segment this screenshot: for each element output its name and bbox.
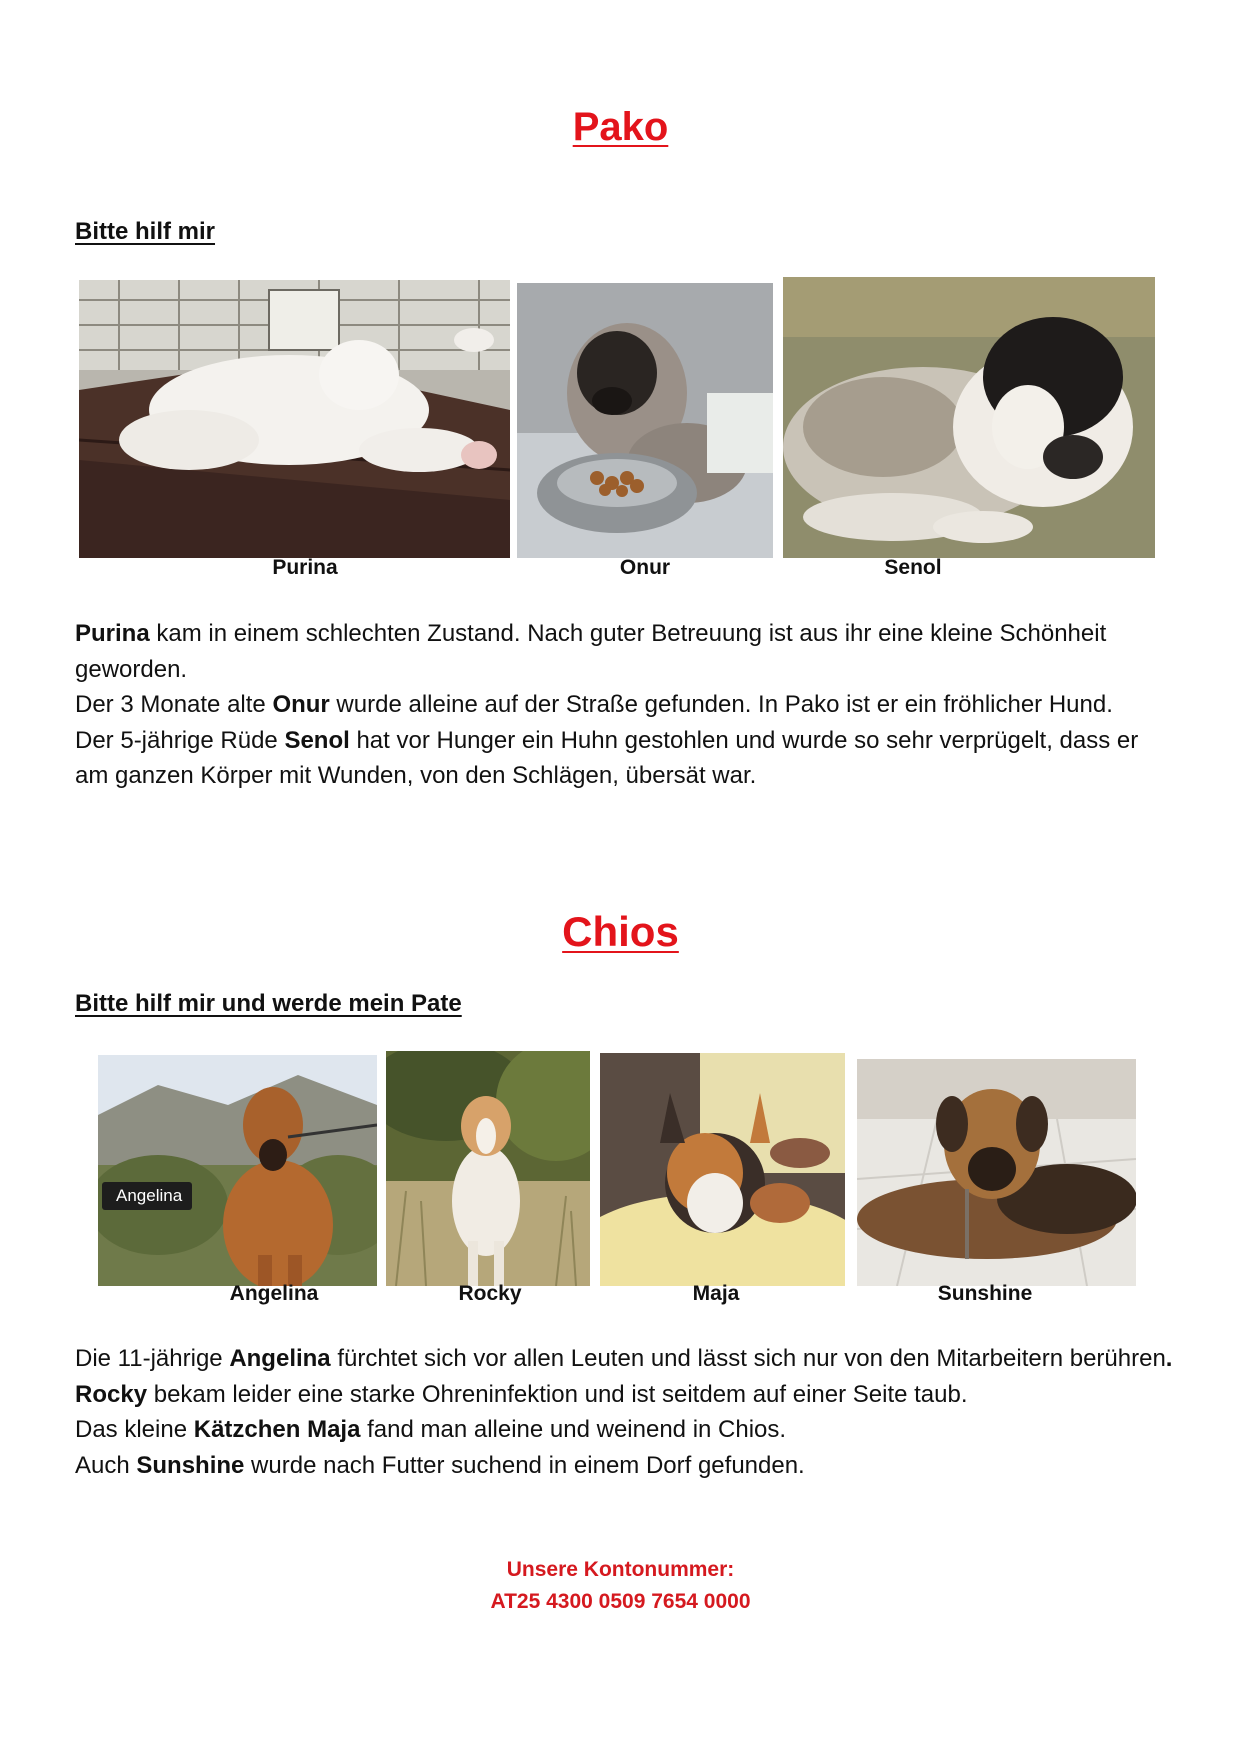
section-subtitle-chios: Bitte hilf mir und werde mein Pate: [75, 990, 462, 1017]
paragraph-purina: Purina kam in einem schlechten Zustand. Nach guter Betreuung ist aus ihr eine kleine Schönheit geworden.: [75, 620, 1107, 683]
caption-purina: Purina: [272, 556, 338, 579]
section-title-pako: Pako: [572, 105, 669, 149]
paragraph-maja: Das kleine Kätzchen Maja fand man alleine und weinend in Chios.: [75, 1416, 787, 1443]
photo-sunshine: [857, 1059, 1136, 1286]
account-iban: AT25 4300 0509 7654 0000: [490, 1590, 751, 1613]
photo-rocky: [386, 1051, 590, 1286]
photo-name-tag: Angelina: [102, 1182, 192, 1210]
account-block: [0, 1554, 1241, 1618]
caption-rocky: Rocky: [458, 1282, 522, 1305]
section-subtitle-pako: Bitte hilf mir: [75, 218, 216, 245]
section2-text: [75, 1341, 1175, 1483]
caption-angelina: Angelina: [229, 1282, 319, 1305]
paragraph-angelina: Die 11-jährige Angelina fürchtet sich vor allen Leuten und lässt sich nur von den Mitarbeitern berühren.: [75, 1345, 1173, 1372]
paragraph-sunshine: Auch Sunshine wurde nach Futter suchend in einem Dorf gefunden.: [75, 1451, 805, 1479]
caption-onur: Onur: [619, 556, 671, 579]
paragraph-rocky: Rocky bekam leider eine starke Ohreninfektion und ist seitdem auf einer Seite taub.: [75, 1380, 968, 1408]
section1-text: [75, 616, 1175, 794]
caption-maja: Maja: [692, 1282, 740, 1305]
section-title-chios: Chios: [562, 908, 679, 955]
photo-maja: [600, 1053, 845, 1286]
photo-angelina: [98, 1055, 377, 1286]
photo-onur: [517, 283, 773, 558]
paragraph-onur: Der 3 Monate alte Onur wurde alleine auf der Straße gefunden. In Pako ist er ein fröhlicher Hund.: [75, 691, 1113, 718]
caption-senol: Senol: [884, 556, 942, 579]
caption-sunshine: Sunshine: [937, 1282, 1033, 1305]
photo-purina: [79, 280, 510, 558]
paragraph-senol: Der 5-jährige Rüde Senol hat vor Hunger ein Huhn gestohlen und wurde so sehr verprügelt, dass er am ganzen Körper mit Wunden, von den Schlägen, übersät war.: [75, 726, 1139, 789]
photo-senol: [783, 277, 1155, 558]
account-label: Unsere Kontonummer:: [506, 1558, 735, 1581]
